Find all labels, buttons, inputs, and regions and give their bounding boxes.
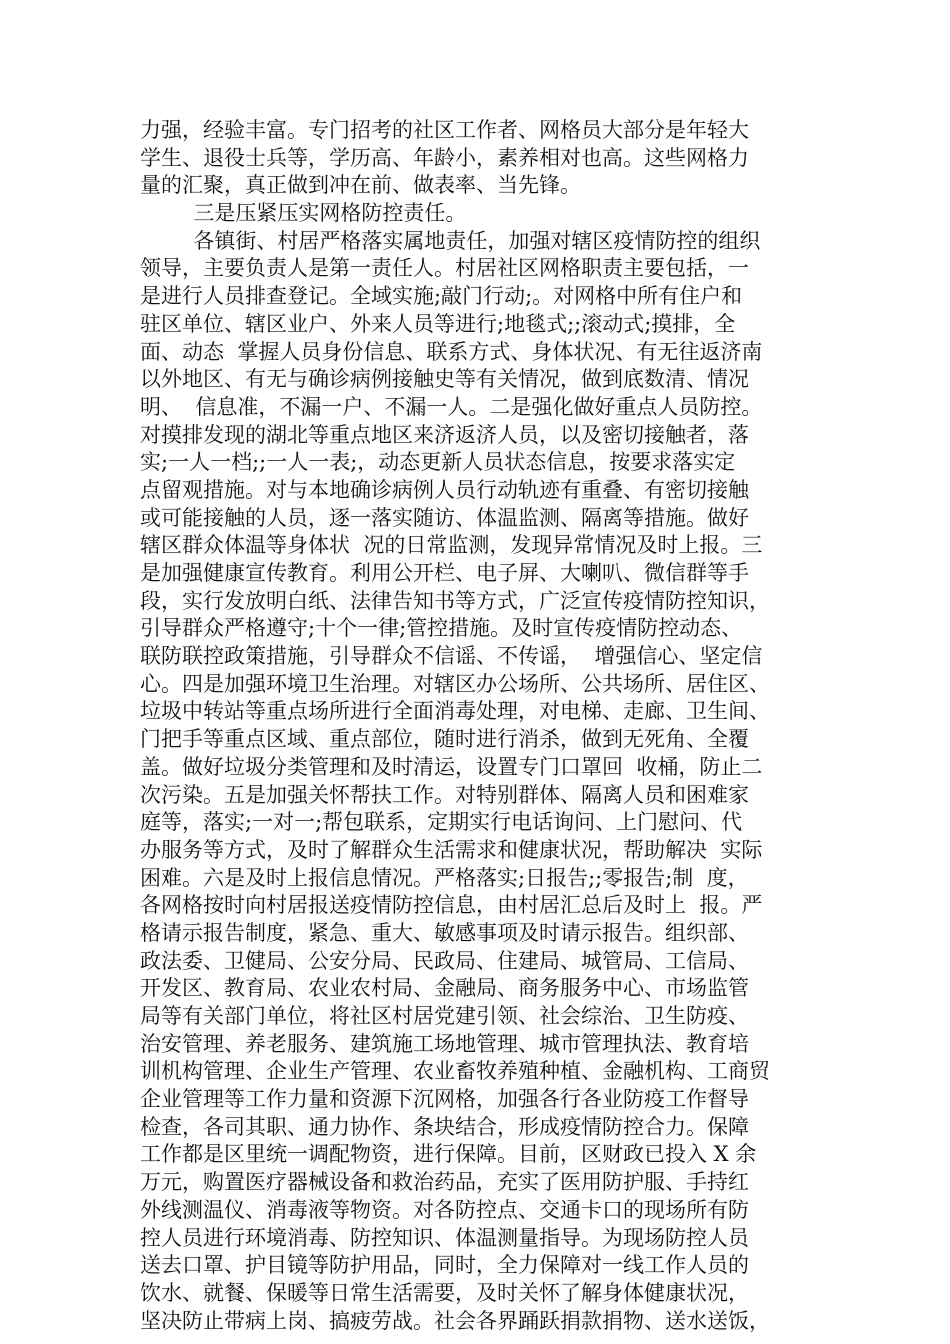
text-line: 联防联控政策措施，引导群众不信谣、不传谣， 增强信心、坚定信	[140, 644, 763, 669]
text-line: 坚决防止带病上岗、搞疲劳战。社会各界踊跃捐款捐物、送水送饭，	[140, 1308, 770, 1333]
text-line: 开发区、教育局、农业农村局、金融局、商务服务中心、市场监管	[140, 976, 749, 1001]
text-line: 各网格按时向村居报送疫情防控信息，由村居汇总后及时上 报。严	[140, 893, 763, 918]
text-line: 外线测温仪、消毒液等物资。对各防控点、交通卡口的现场所有防	[140, 1197, 749, 1222]
text-line: 学生、退役士兵等，学历高、年龄小，素养相对也高。这些网格力	[140, 145, 749, 170]
text-line: 检查，各司其职、通力协作、条块结合，形成疫情防控合力。保障	[140, 1114, 749, 1139]
text-line: 送去口罩、护目镜等防护用品，同时，全力保障对一线工作人员的	[140, 1253, 749, 1278]
text-line: 饮水、就餐、保暖等日常生活需要，及时关怀了解身体健康状况，	[140, 1280, 749, 1305]
text-line: 心。四是加强环境卫生治理。对辖区办公场所、公共场所、居住区、	[140, 671, 770, 696]
text-line: 控人员进行环境消毒、防控知识、体温测量指导。为现场防控人员	[140, 1225, 749, 1250]
text-line: 领导，主要负责人是第一责任人。村居社区网格职责主要包括，一	[140, 256, 749, 281]
text-line: 量的汇聚，真正做到冲在前、做表率、当先锋。	[140, 173, 581, 198]
text-line: 明、 信息准，不漏一户、不漏一人。二是强化做好重点人员防控。	[140, 394, 763, 419]
text-line: 对摸排发现的湖北等重点地区来济返济人员，以及密切接触者，落	[140, 422, 749, 447]
text-line: 万元，购置医疗器械设备和救治药品，充实了医用防护服、手持红	[140, 1170, 749, 1195]
text-line: 力强，经验丰富。专门招考的社区工作者、网格员大部分是年轻大	[140, 118, 749, 142]
text-line: 面、动态 掌握人员身份信息、联系方式、身体状况、有无往返济南	[140, 339, 763, 364]
text-line: 垃圾中转站等重点场所进行全面消毒处理，对电梯、走廊、卫生间、	[140, 699, 770, 724]
text-line: 各镇街、村居严格落实属地责任，加强对辖区疫情防控的组织	[140, 228, 761, 253]
text-line: 工作都是区里统一调配物资，进行保障。目前，区财政已投入 X 余	[140, 1142, 757, 1167]
text-line: 点留观措施。对与本地确诊病例人员行动轨迹有重叠、有密切接触	[140, 477, 749, 502]
text-line: 庭等，落实;一对一;帮包联系，定期实行电话询问、上门慰问、代	[140, 810, 743, 835]
text-line: 实;一人一档;;一人一表;，动态更新人员状态信息，按要求落实定	[140, 450, 736, 475]
text-line: 企业管理等工作力量和资源下沉网格，加强各行各业防疫工作督导	[140, 1087, 749, 1112]
text-line: 门把手等重点区域、重点部位，随时进行消杀，做到无死角、全覆	[140, 727, 749, 752]
text-line: 辖区群众体温等身体状 况的日常监测，发现异常情况及时上报。三	[140, 533, 763, 558]
text-line: 引导群众严格遵守;十个一律;管控措施。及时宣传疫情防控动态、	[140, 616, 743, 641]
text-line: 局等有关部门单位，将社区村居党建引领、社会综治、卫生防疫、	[140, 1004, 749, 1028]
text-line: 三是压紧压实网格防控责任。	[140, 201, 467, 226]
body-text	[140, 117, 830, 1335]
text-line: 是加强健康宣传教育。利用公开栏、电子屏、大喇叭、微信群等手	[140, 561, 749, 585]
text-line: 或可能接触的人员，逐一落实随访、体温监测、隔离等措施。做好	[140, 505, 749, 530]
text-line: 驻区单位、辖区业户、外来人员等进行;地毯式;;滚动式;摸排，全	[140, 311, 736, 336]
text-line: 训机构管理、企业生产管理、农业畜牧养殖种植、金融机构、工商贸	[140, 1059, 770, 1084]
text-line: 治安管理、养老服务、建筑施工场地管理、城市管理执法、教育培	[140, 1031, 749, 1056]
text-line: 格请示报告制度，紧急、重大、敏感事项及时请示报告。组织部、	[140, 920, 749, 945]
text-line: 政法委、卫健局、公安分局、民政局、住建局、城管局、工信局、	[140, 948, 749, 973]
text-line: 次污染。五是加强关怀帮扶工作。对特别群体、隔离人员和困难家	[140, 782, 749, 807]
text-line: 是进行人员排查登记。全域实施;敲门行动;。对网格中所有住户和	[140, 284, 743, 309]
text-line: 办服务等方式，及时了解群众生活需求和健康状况，帮助解决 实际	[140, 837, 763, 862]
text-line: 段，实行发放明白纸、法律告知书等方式，广泛宣传疫情防控知识，	[140, 588, 770, 613]
text-line: 以外地区、有无与确诊病例接触史等有关情况，做到底数清、情况	[140, 367, 749, 392]
text-line: 困难。六是及时上报信息情况。严格落实;日报告;;零报告;制 度，	[140, 865, 749, 890]
text-line: 盖。做好垃圾分类管理和及时清运，设置专门口罩回 收桶，防止二	[140, 754, 763, 779]
